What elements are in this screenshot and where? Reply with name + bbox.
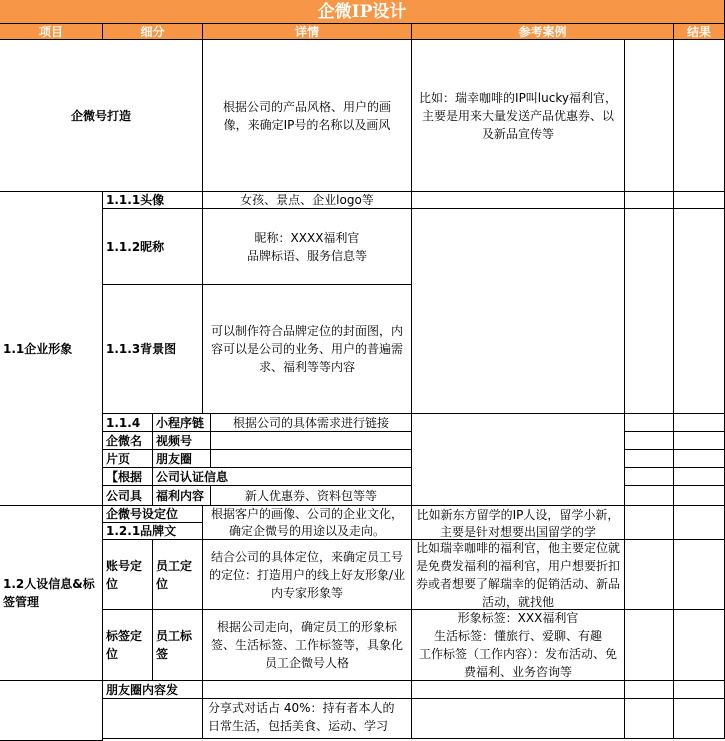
tag-position-case — [412, 610, 625, 681]
brand-setup-extra — [625, 40, 674, 192]
background-desc: 可以制作符合品牌定位的封面图，内容可以是公司的业务、用户的普遍需求、福利等等内容 — [203, 285, 412, 414]
mini-program-desc: 根据公司的具体需求进行链接 — [211, 414, 412, 432]
moments-content-result — [674, 699, 725, 739]
nickname-desc — [203, 209, 412, 285]
account-position-case: 比如瑞幸咖啡的福利官，他主要定位就是免费发福利的福利官，用户想要折扣券或者想要了解瑞幸的促销活动、新品活动，就找他 — [412, 540, 625, 610]
nickname-desc-line2: 品牌标语、服务信息等 — [246, 248, 367, 263]
homepage-label-b: 企微名 — [103, 432, 153, 450]
header-case: 参考案例 — [412, 24, 674, 40]
moments-content-blank-result — [674, 681, 725, 699]
corp-image-extra-a — [625, 192, 674, 209]
corp-image-extra-b — [625, 209, 674, 414]
mini-program-label: 小程序链 — [153, 414, 211, 432]
corp-image-result-b — [674, 209, 725, 414]
avatar-label: 1.1.1头像 — [103, 192, 203, 209]
header-desc: 详情 — [203, 24, 412, 40]
moments-content-blank-desc — [203, 681, 412, 699]
moments-content-label: 朋友圈内容发 — [103, 681, 203, 699]
moments-content-blank-case — [412, 681, 625, 699]
moments-desc — [211, 450, 412, 468]
background-label: 1.1.3背景图 — [103, 285, 203, 414]
account-position-label: 账号定位 — [103, 540, 153, 610]
homepage-result-5 — [674, 486, 725, 506]
homepage-result-1 — [674, 414, 725, 432]
moments-content-extra — [625, 699, 674, 739]
brand-setup-case: 比如：瑞幸咖啡的IP叫lucky福利官，主要是用来大量发送产品优惠券、以及新品宣传等 — [412, 40, 625, 192]
homepage-extra-5 — [625, 486, 674, 506]
homepage-label-c: 片页 — [103, 450, 153, 468]
moments-content-sub — [103, 699, 203, 739]
positioning-label: 企微号设定位 — [103, 506, 203, 523]
nickname-label: 1.1.2昵称 — [103, 209, 203, 285]
benefits-label: 福利内容 — [153, 486, 211, 506]
account-position-result — [674, 540, 725, 610]
certification-label: 公司认证信息 — [153, 468, 412, 486]
homepage-result-3 — [674, 450, 725, 468]
brand-setup-desc: 根据公司的产品风格、用户的画像，来确定IP号的名称以及画风 — [203, 40, 412, 192]
brand-text-label: 1.2.1品牌文 — [103, 523, 203, 540]
moments-content-desc: 分享式对话占 40%：持有者本人的日常生活，包括美食、运动、学习 — [203, 699, 412, 739]
moments-content-blank-extra — [625, 681, 674, 699]
homepage-extra-3 — [625, 450, 674, 468]
homepage-extra-2 — [625, 432, 674, 450]
video-desc — [211, 432, 412, 450]
tag-case-line2: 生活标签：懂旅行、爱聊、有趣 — [433, 629, 602, 643]
tag-case-line1: 形象标签：XXX福利官 — [457, 611, 579, 625]
homepage-result-4 — [674, 468, 725, 486]
tag-case-line3: 工作标签（工作内容）：发布活动、免费福利、业务咨询等 — [418, 647, 617, 679]
tag-position-label: 标签定位 — [103, 610, 153, 681]
nickname-desc-line1: 昵称：XXXX福利官 — [254, 230, 360, 245]
account-position-desc: 结合公司的具体定位，来确定员工号的定位：打造用户的线上好友形象/业内专家形象等 — [203, 540, 412, 610]
homepage-label-e: 公司具 — [103, 486, 153, 506]
brand-setup-result — [674, 40, 725, 192]
corp-image-result-a — [674, 192, 725, 209]
header-detail: 细分 — [103, 24, 203, 40]
positioning-extra — [625, 506, 674, 540]
video-label: 视频号 — [153, 432, 211, 450]
moments-label: 朋友圈 — [153, 450, 211, 468]
avatar-desc: 女孩、景点、企业logo等 — [203, 192, 412, 209]
brand-setup-label: 企微号打造 — [0, 40, 203, 192]
homepage-label-a: 1.1.4 — [103, 414, 153, 432]
sheet-title: 企微IP设计 — [0, 0, 725, 24]
benefits-desc: 新人优惠券、资料包等等 — [211, 486, 412, 506]
persona-label: 1.2人设信息&标签管理 — [0, 506, 103, 681]
moments-content-case — [412, 699, 625, 739]
positioning-result — [674, 506, 725, 540]
positioning-case: 比如新东方留学的IP人设，留学小新，主要是针对想要出国留学的学 — [412, 506, 625, 540]
positioning-desc: 根据客户的画像、公司的企业文化，确定企微号的用途以及走向。 — [203, 506, 412, 540]
tag-position-desc: 根据公司走向，确定员工的形象标签、生活标签、工作标签等，具象化员工企微号人格 — [203, 610, 412, 681]
tag-position-result — [674, 610, 725, 681]
corp-image-case-b — [412, 209, 625, 414]
homepage-label-d: 【根据 — [103, 468, 153, 486]
corp-image-case-a — [412, 192, 625, 209]
account-position-extra — [625, 540, 674, 610]
corp-image-label: 1.1企业形象 — [0, 192, 103, 506]
tag-position-sub: 员工标签 — [153, 610, 203, 681]
tag-position-extra — [625, 610, 674, 681]
header-result: 结果 — [674, 24, 725, 40]
moments-content-item — [0, 681, 103, 741]
homepage-extra-1 — [625, 414, 674, 432]
homepage-result-2 — [674, 432, 725, 450]
homepage-extra-4 — [625, 468, 674, 486]
header-item: 项目 — [0, 24, 103, 40]
account-position-sub: 员工定位 — [153, 540, 203, 610]
homepage-case — [412, 414, 625, 506]
